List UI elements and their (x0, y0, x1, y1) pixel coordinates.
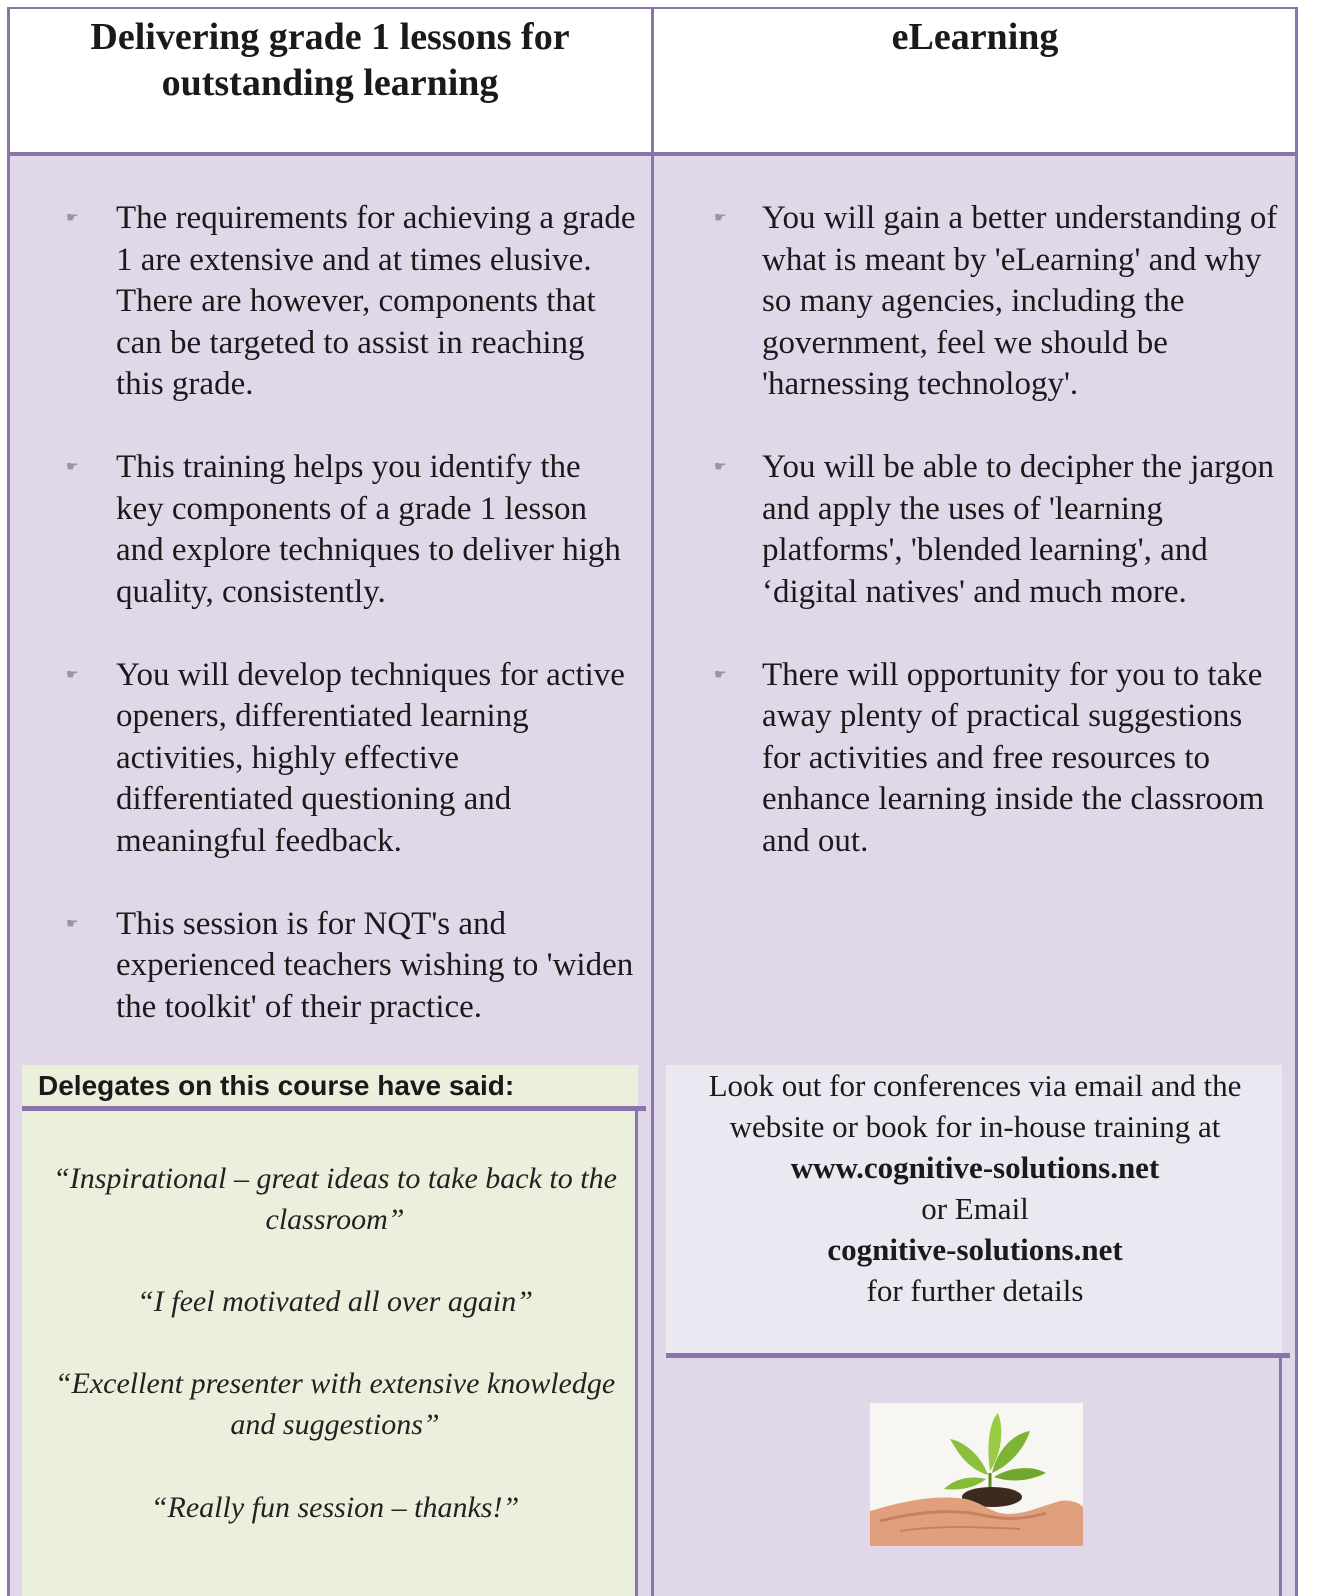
pointing-hand-icon: ☛ (66, 667, 79, 683)
pointing-hand-icon: ☛ (66, 211, 79, 226)
testimonial-quote-2: “I feel motivated all over again” (137, 1285, 533, 1318)
list-item: ☛ You will be able to decipher the jargon and apply the uses of 'learning platforms', 'blended learning', and ‘digital natives' and much more. (714, 449, 1275, 610)
list-item: ☛ The requirements for achieving a grade 1 are extensive and at times elusive. There are however, components that can be targeted to assist in reaching this grade. (66, 200, 636, 402)
plant-in-hands-graphic (870, 1403, 1083, 1546)
contact-or-email: or Email (921, 1191, 1029, 1226)
website-link[interactable]: www.cognitive-solutions.net (790, 1150, 1160, 1185)
plant-in-hands-icon (870, 1403, 1083, 1546)
right-title: eLearning (891, 16, 1059, 58)
email-link[interactable]: cognitive-solutions.net (827, 1232, 1123, 1267)
testimonial-quote-3: “Excellent presenter with extensive knowledge and suggestions” (54, 1367, 616, 1441)
contact-footer: for further details (866, 1273, 1084, 1308)
pointing-hand-icon: ☛ (66, 460, 79, 475)
pointing-hand-icon: ☛ (714, 667, 727, 683)
list-item: ☛ This training helps you identify the key components of a grade 1 lesson and explore techniques to deliver high quality, consistently. (66, 449, 621, 610)
right-border (1295, 7, 1298, 1596)
testimonial-box-right-border (635, 1111, 638, 1596)
testimonial-quote-1: “Inspirational – great ideas to take back to the classroom” (53, 1162, 617, 1236)
image-box-right-border (1279, 1358, 1282, 1596)
list-item: ☛ This session is for NQT's and experienced teachers wishing to 'widen the toolkit' of their practice. (66, 905, 634, 1025)
header-bottom-border (7, 152, 1298, 156)
testimonial-quote-4: “Really fun session – thanks!” (150, 1491, 520, 1524)
left-title: Delivering grade 1 lessons for outstanding learning (90, 16, 570, 104)
list-item: ☛ You will gain a better understanding of what is meant by 'eLearning' and why so many agencies, including the government, feel we should be 'harnessing technology'. (714, 200, 1278, 402)
pointing-hand-icon: ☛ (714, 211, 727, 226)
testimonial-heading: Delegates on this course have said: (38, 1070, 515, 1101)
pointing-hand-icon: ☛ (714, 460, 727, 475)
right-bullet-list (714, 198, 1287, 862)
list-item: ☛ You will develop techniques for active openers, differentiated learning activities, highly effective differentiated questioning and meaningful feedback. (66, 656, 625, 859)
pointing-hand-icon: ☛ (66, 916, 79, 932)
left-bullet-list (66, 198, 636, 1028)
contact-block (670, 1065, 1280, 1311)
contact-intro: Look out for conferences via email and the website or book for in-house training at (708, 1068, 1242, 1144)
list-item: ☛ There will opportunity for you to take away plenty of practical suggestions for activities and free resources to enhance learning inside the classroom and out. (714, 656, 1265, 859)
